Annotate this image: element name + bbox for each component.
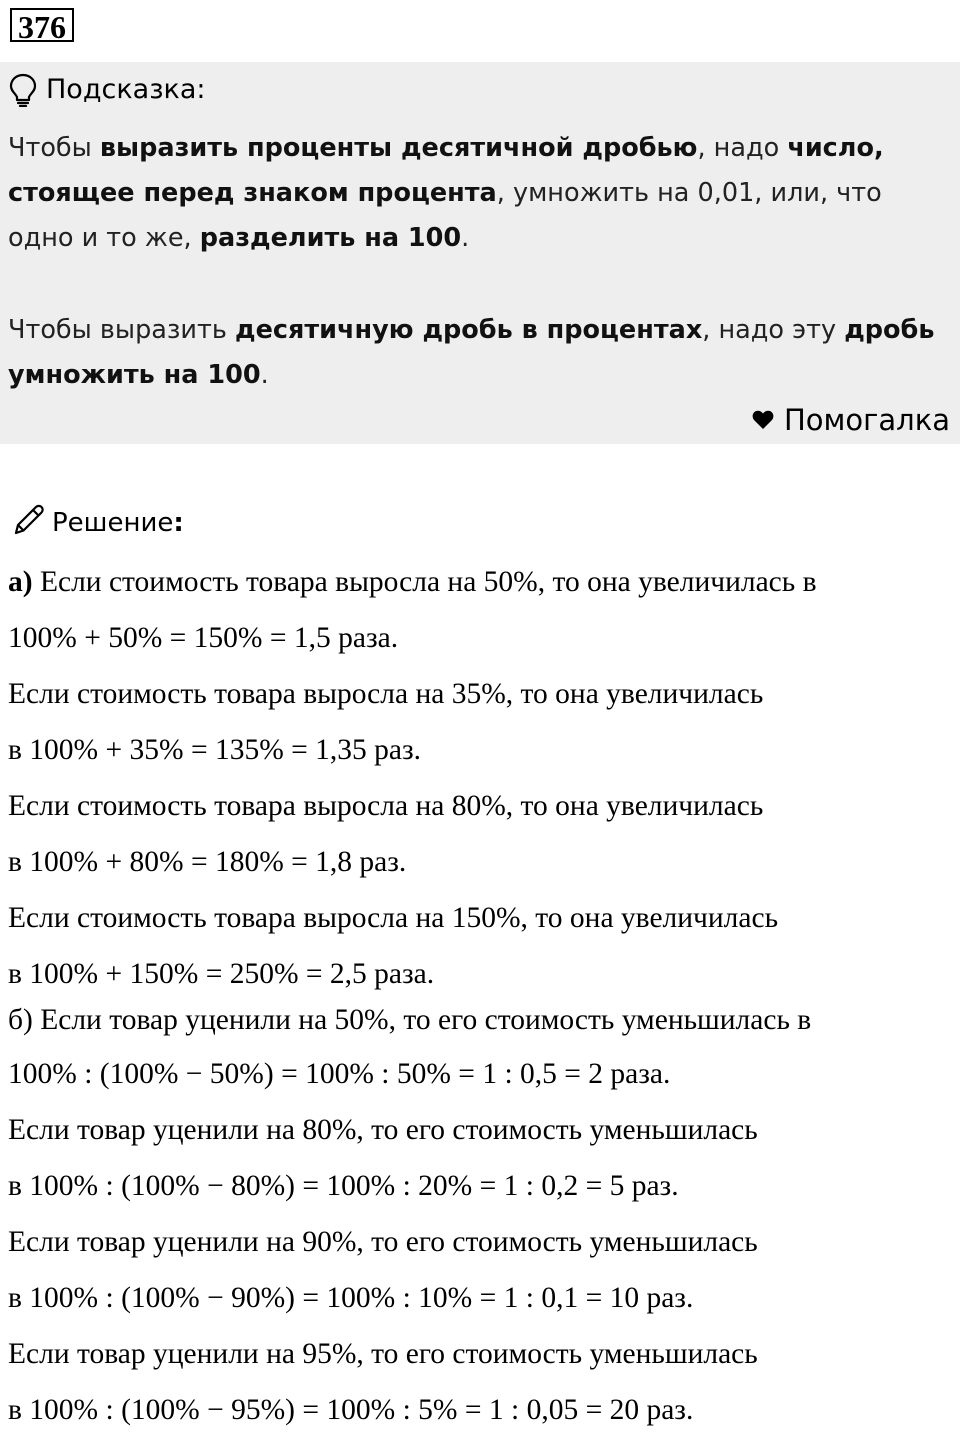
brand-name: Помогалка <box>784 403 950 437</box>
hint-text: , надо <box>697 133 788 163</box>
hint-box <box>0 62 960 444</box>
task-number: 376 <box>10 8 74 42</box>
solution-line: Если товар уценили на 80%, то его стоимость уменьшилась <box>8 1114 758 1146</box>
solution-line: 100% : (100% − 50%) = 100% : 50% = 1 : 0,5 = 2 раза. <box>8 1058 671 1090</box>
hint-bold-text: выразить проценты десятичной дробью <box>99 133 698 163</box>
solution-line: в 100% + 35% = 135% = 1,35 раз. <box>8 734 422 766</box>
hint-bold-text: десятичную дробь в процентах <box>235 315 703 345</box>
pencil-icon <box>10 503 46 543</box>
heart-icon <box>752 402 784 438</box>
hint-text: . <box>461 223 470 253</box>
solution-title: Решение: <box>52 508 184 538</box>
solution-line: б) Если товар уценили на 50%, то его стоимость уменьшилась в <box>8 1004 812 1036</box>
hint-paragraph-1 <box>8 126 953 261</box>
hint-header <box>8 72 206 108</box>
hint-bold-text: дробь умножить на 100 <box>8 315 935 390</box>
hint-bold-text: число, стоящее перед знаком процента <box>8 133 884 208</box>
solution-line: Если товар уценили на 95%, то его стоимость уменьшилась <box>8 1338 758 1370</box>
solution-line: в 100% + 80% = 180% = 1,8 раз. <box>8 846 407 878</box>
part-a-label: а) <box>8 566 33 598</box>
hint-title: Подсказка: <box>46 74 206 105</box>
solution-line: а) Если стоимость товара выросла на 50%, то она увеличилась в <box>8 566 817 598</box>
solution-line: Если стоимость товара выросла на 35%, то она увеличилась <box>8 678 764 710</box>
solution-line: Если стоимость товара выросла на 150%, то она увеличилась <box>8 902 779 934</box>
hint-paragraph-2 <box>8 308 953 398</box>
solution-line: в 100% : (100% − 80%) = 100% : 20% = 1 : 0,2 = 5 раз. <box>8 1170 679 1202</box>
solution-line: в 100% + 150% = 250% = 2,5 раза. <box>8 958 435 990</box>
hint-text: Чтобы выразить <box>8 315 235 345</box>
hint-text: Чтобы <box>8 133 100 163</box>
hint-text: , надо эту <box>702 315 845 345</box>
solution-line: в 100% : (100% − 90%) = 100% : 10% = 1 : 0,1 = 10 раз. <box>8 1282 694 1314</box>
solution-line: в 100% : (100% − 95%) = 100% : 5% = 1 : 0,05 = 20 раз. <box>8 1394 694 1426</box>
hint-text: , умножить на 0,01, или, что одно и то же, <box>8 178 882 253</box>
lightbulb-icon <box>8 73 38 107</box>
brand-credit <box>752 402 950 438</box>
hint-text: . <box>260 360 269 390</box>
solution-line: 100% + 50% = 150% = 1,5 раза. <box>8 622 399 654</box>
hint-bold-text: разделить на 100 <box>199 223 462 253</box>
solution-line: Если товар уценили на 90%, то его стоимость уменьшилась <box>8 1226 758 1258</box>
solution-line: Если стоимость товара выросла на 80%, то она увеличилась <box>8 790 764 822</box>
solution-header <box>10 504 184 542</box>
